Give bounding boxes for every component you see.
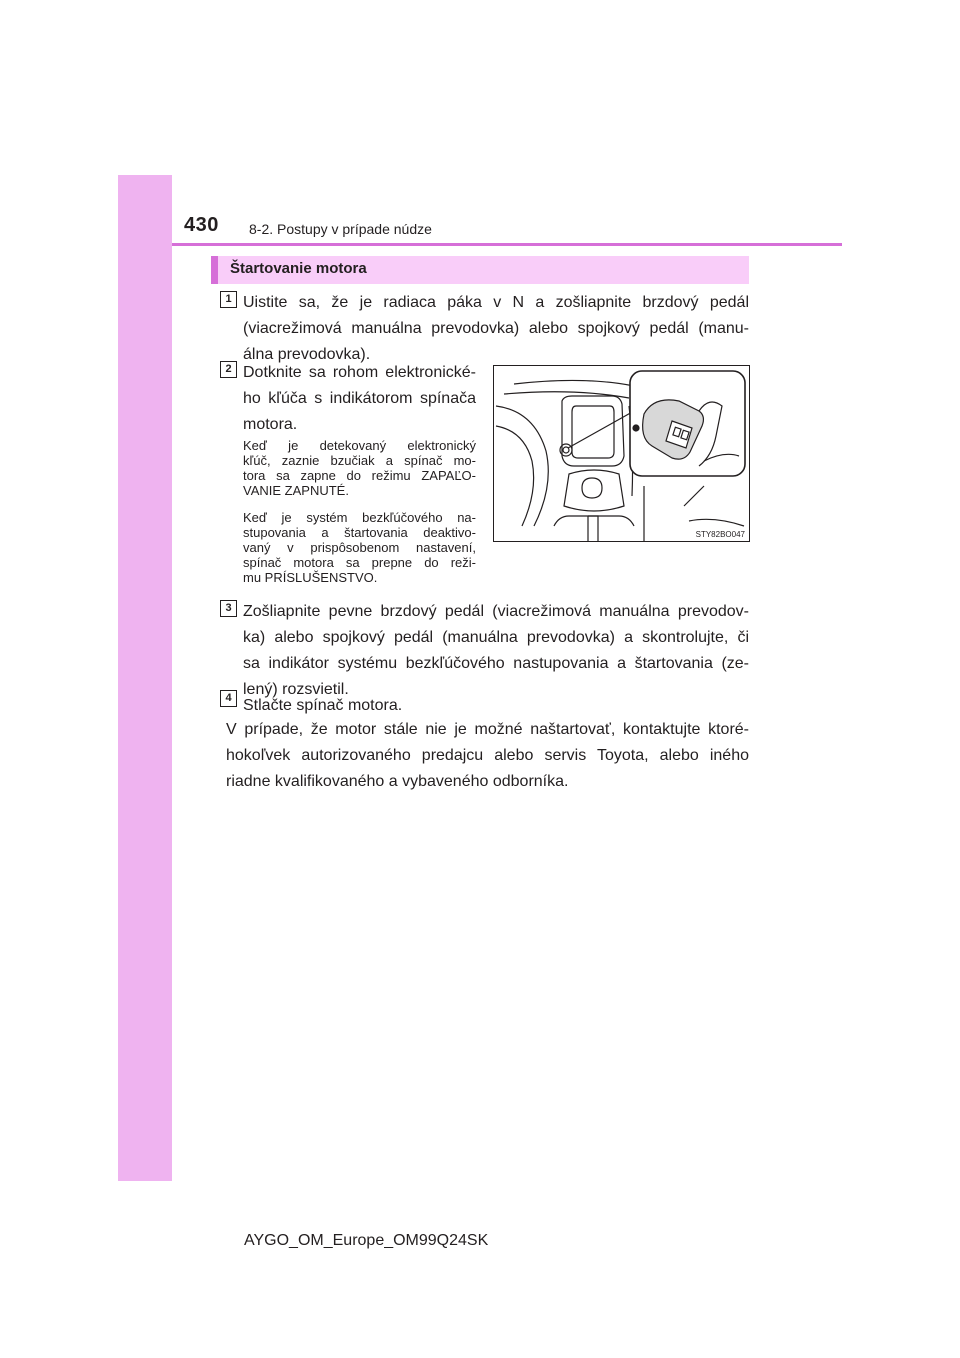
header-rule [172, 243, 842, 246]
step-4-text [243, 693, 749, 719]
closing-line: hokoľvek autorizovaného predajcu alebo servis Toyota, alebo iného [226, 747, 749, 764]
step-2-note-2 [243, 510, 476, 585]
section-title: Štartovanie motora [230, 260, 367, 277]
step-number-1: 1 [220, 291, 237, 308]
chapter-title: 8-2. Postupy v prípade núdze [249, 221, 432, 237]
step-2-line: ho kľúča s indikátorom spínača [243, 390, 476, 407]
note-line: mu PRÍSLUŠENSTVO. [243, 570, 378, 585]
step-2-note-1 [243, 438, 476, 498]
page-number: 430 [184, 214, 219, 236]
step-3-line: sa indikátor systému bezkľúčového nastupovania a štartovania (ze- [243, 655, 749, 672]
note-line: Keď je systém bezkľúčového na- [243, 510, 476, 525]
step-3-line: Zošliapnite pevne brzdový pedál (viacrežimová manuálna prevodov- [243, 603, 749, 620]
footer-doc-id: AYGO_OM_Europe_OM99Q24SK [244, 1232, 489, 1249]
step-number-3: 3 [220, 600, 237, 617]
dashboard-illustration [494, 366, 749, 541]
step-1-text [243, 290, 749, 368]
step-3-line: ka) alebo spojkový pedál (manuálna prevodovka) a skontrolujte, či [243, 629, 749, 646]
note-line: spínač motora sa prepne do reži- [243, 555, 476, 570]
step-3-text [243, 599, 749, 703]
step-2-line: Dotknite sa rohom elektronické- [243, 364, 476, 381]
step-1-line: Uistite sa, že je radiaca páka v N a zošliapnite brzdový pedál [243, 294, 749, 311]
note-line: stupovania a štartovania deaktivo- [243, 525, 476, 540]
step-1-line: álna prevodovka). [243, 346, 371, 363]
side-band [118, 175, 172, 1181]
step-4-line: Stlačte spínač motora. [243, 697, 403, 714]
closing-line: riadne kvalifikovaného a vybaveného odborníka. [226, 773, 569, 790]
step-2-line: motora. [243, 416, 298, 433]
step-number-2: 2 [220, 361, 237, 378]
section-header [211, 256, 749, 284]
closing-paragraph [226, 717, 749, 795]
closing-line: V prípade, že motor stále nie je možné naštartovať, kontaktujte ktoré- [226, 721, 749, 738]
note-line: vaný v prispôsobenom nastavení, [243, 540, 476, 555]
step-1-line: (viacrežimová manuálna prevodovka) alebo spojkový pedál (manu- [243, 320, 749, 337]
note-line: kľúč, zaznie bzučiak a spínač mo- [243, 453, 476, 468]
illustration-dashboard-key [493, 365, 750, 542]
note-line: tora sa zapne do režimu ZAPAĽO- [243, 468, 476, 483]
note-line: Keď je detekovaný elektronický [243, 438, 476, 453]
figure-code: STY82BO047 [695, 530, 745, 539]
step-number-4: 4 [220, 690, 237, 707]
step-2-text [243, 360, 476, 438]
step-3-line: lený) rozsvietil. [243, 681, 349, 698]
note-line: VANIE ZAPNUTÉ. [243, 483, 349, 498]
